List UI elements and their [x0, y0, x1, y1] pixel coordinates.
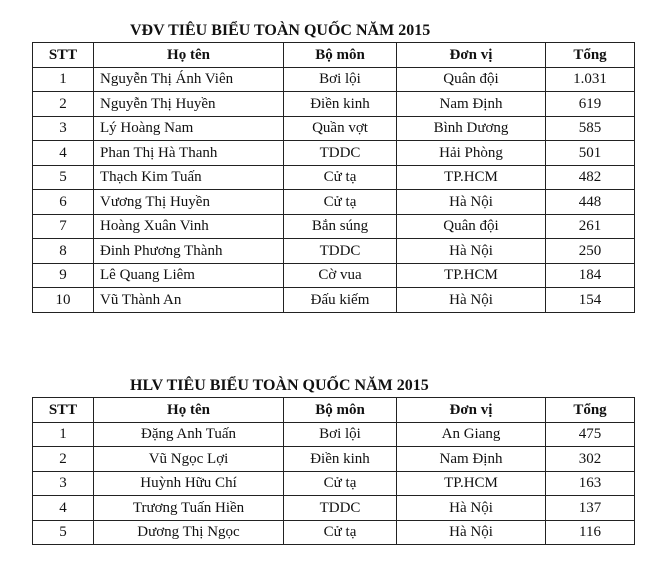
cell-name: Nguyễn Thị Huyền: [94, 92, 284, 117]
header-name: Họ tên: [94, 398, 284, 423]
table-row: [33, 165, 635, 190]
cell-sport: TDDC: [284, 496, 397, 521]
cell-sport: Cử tạ: [284, 471, 397, 496]
table-row: [33, 116, 635, 141]
cell-unit: Quân đội: [397, 214, 546, 239]
cell-name: Đặng Anh Tuấn: [94, 422, 284, 447]
athletes-table-title: VĐV TIÊU BIỂU TOÀN QUỐC NĂM 2015: [130, 22, 431, 39]
table-row: [33, 190, 635, 215]
cell-sport: Bơi lội: [284, 67, 397, 92]
cell-sport: Cờ vua: [284, 263, 397, 288]
cell-name: Nguyễn Thị Ánh Viên: [94, 67, 284, 92]
cell-name: Đinh Phương Thành: [94, 239, 284, 264]
cell-name: Hoàng Xuân Vinh: [94, 214, 284, 239]
cell-sport: Cử tạ: [284, 165, 397, 190]
cell-stt: 3: [33, 471, 94, 496]
header-stt: STT: [33, 43, 94, 68]
cell-unit: Nam Định: [397, 447, 546, 472]
header-stt: STT: [33, 398, 94, 423]
cell-name: Lê Quang Liêm: [94, 263, 284, 288]
table-header-row: [33, 43, 635, 68]
coaches-table-title: HLV TIÊU BIỂU TOÀN QUỐC NĂM 2015: [130, 377, 429, 394]
cell-unit: An Giang: [397, 422, 546, 447]
cell-stt: 4: [33, 141, 94, 166]
cell-sport: Đấu kiếm: [284, 288, 397, 313]
table-row: [33, 214, 635, 239]
cell-total: 154: [546, 288, 635, 313]
header-sport: Bộ môn: [284, 43, 397, 68]
cell-total: 619: [546, 92, 635, 117]
header-unit: Đơn vị: [397, 398, 546, 423]
cell-total: 261: [546, 214, 635, 239]
cell-stt: 8: [33, 239, 94, 264]
cell-stt: 2: [33, 447, 94, 472]
cell-sport: Điền kinh: [284, 92, 397, 117]
cell-stt: 3: [33, 116, 94, 141]
cell-stt: 1: [33, 422, 94, 447]
cell-total: 116: [546, 520, 635, 545]
cell-unit: TP.HCM: [397, 165, 546, 190]
header-name: Họ tên: [94, 43, 284, 68]
coaches-table: [32, 397, 635, 545]
cell-name: Vũ Ngọc Lợi: [94, 447, 284, 472]
cell-name: Huỳnh Hữu Chí: [94, 471, 284, 496]
cell-sport: Cử tạ: [284, 520, 397, 545]
cell-unit: Quân đội: [397, 67, 546, 92]
cell-name: Phan Thị Hà Thanh: [94, 141, 284, 166]
cell-total: 448: [546, 190, 635, 215]
cell-total: 250: [546, 239, 635, 264]
cell-stt: 5: [33, 520, 94, 545]
table-row: [33, 496, 635, 521]
cell-total: 475: [546, 422, 635, 447]
cell-sport: Cử tạ: [284, 190, 397, 215]
cell-sport: Điền kinh: [284, 447, 397, 472]
cell-stt: 7: [33, 214, 94, 239]
athletes-table: [32, 42, 635, 313]
cell-unit: Hà Nội: [397, 288, 546, 313]
table-header-row: [33, 398, 635, 423]
cell-sport: Bơi lội: [284, 422, 397, 447]
header-sport: Bộ môn: [284, 398, 397, 423]
cell-unit: Hà Nội: [397, 520, 546, 545]
table-row: [33, 239, 635, 264]
cell-total: 482: [546, 165, 635, 190]
table-row: [33, 92, 635, 117]
cell-stt: 1: [33, 67, 94, 92]
cell-unit: Nam Định: [397, 92, 546, 117]
cell-total: 137: [546, 496, 635, 521]
cell-total: 163: [546, 471, 635, 496]
table-row: [33, 471, 635, 496]
cell-name: Lý Hoàng Nam: [94, 116, 284, 141]
cell-stt: 2: [33, 92, 94, 117]
table-row: [33, 447, 635, 472]
cell-unit: Bình Dương: [397, 116, 546, 141]
table-row: [33, 520, 635, 545]
cell-name: Vũ Thành An: [94, 288, 284, 313]
table-row: [33, 263, 635, 288]
table-row: [33, 422, 635, 447]
cell-name: Thạch Kim Tuấn: [94, 165, 284, 190]
header-unit: Đơn vị: [397, 43, 546, 68]
header-total: Tổng: [546, 43, 635, 68]
table-row: [33, 141, 635, 166]
cell-total: 184: [546, 263, 635, 288]
cell-stt: 4: [33, 496, 94, 521]
cell-unit: Hà Nội: [397, 190, 546, 215]
cell-total: 1.031: [546, 67, 635, 92]
cell-stt: 5: [33, 165, 94, 190]
cell-unit: Hà Nội: [397, 496, 546, 521]
cell-name: Dương Thị Ngọc: [94, 520, 284, 545]
header-total: Tổng: [546, 398, 635, 423]
cell-name: Vương Thị Huyền: [94, 190, 284, 215]
cell-stt: 10: [33, 288, 94, 313]
cell-name: Trương Tuấn Hiền: [94, 496, 284, 521]
table-row: [33, 67, 635, 92]
cell-unit: TP.HCM: [397, 263, 546, 288]
cell-total: 302: [546, 447, 635, 472]
cell-sport: TDDC: [284, 141, 397, 166]
cell-sport: Bắn súng: [284, 214, 397, 239]
cell-sport: TDDC: [284, 239, 397, 264]
cell-unit: TP.HCM: [397, 471, 546, 496]
cell-total: 585: [546, 116, 635, 141]
cell-stt: 6: [33, 190, 94, 215]
cell-unit: Hà Nội: [397, 239, 546, 264]
cell-unit: Hải Phòng: [397, 141, 546, 166]
cell-stt: 9: [33, 263, 94, 288]
table-row: [33, 288, 635, 313]
cell-sport: Quần vợt: [284, 116, 397, 141]
cell-total: 501: [546, 141, 635, 166]
